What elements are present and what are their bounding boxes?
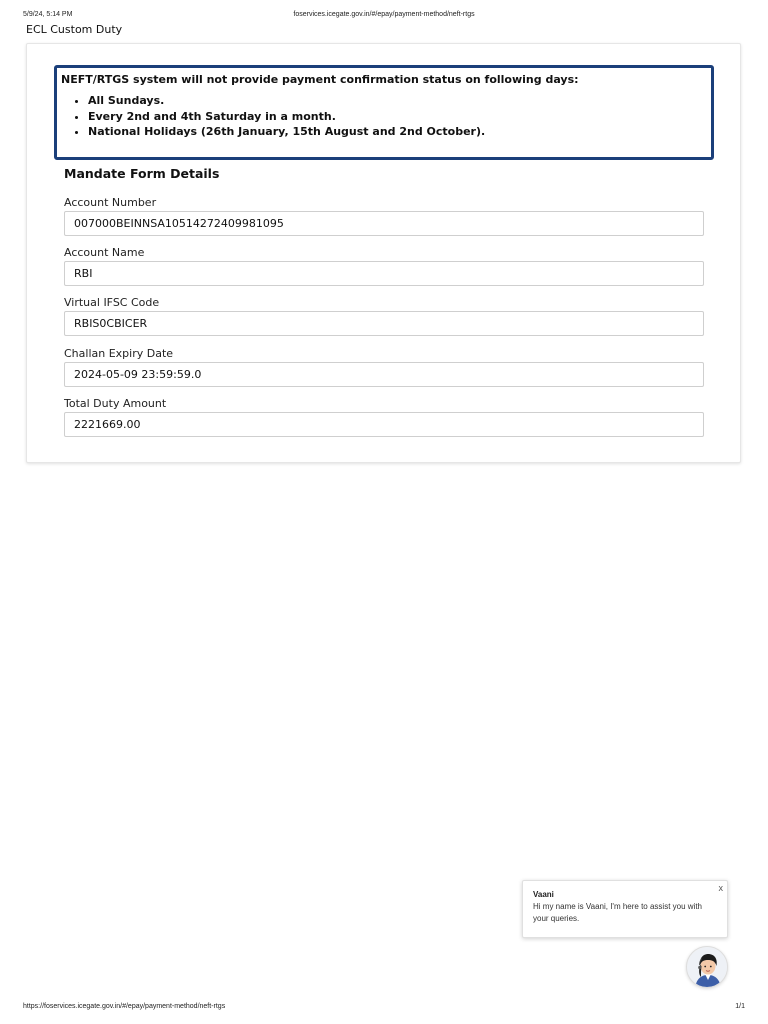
account-number-field-group	[64, 196, 704, 236]
notice-item: • Every 2nd and 4th Saturday in a month.	[88, 109, 706, 125]
page-title: ECL Custom Duty	[26, 23, 123, 36]
print-footer	[23, 1003, 745, 1013]
notice-list	[61, 93, 706, 140]
account-name-label: Account Name	[64, 246, 145, 259]
footer-url: https://foservices.icegate.gov.in/#/epay/payment-method/neft-rtgs	[23, 1003, 226, 1010]
challan-expiry-field[interactable]: 2024-05-09 23:59:59.0	[64, 362, 704, 387]
assistant-avatar-graphic	[687, 947, 728, 988]
total-duty-label: Total Duty Amount	[64, 397, 167, 410]
print-url: foservices.icegate.gov.in/#/epay/payment-method/neft-rtgs	[293, 11, 475, 18]
ifsc-code-field[interactable]: RBIS0CBICER	[64, 311, 704, 336]
challan-expiry-label: Challan Expiry Date	[64, 347, 174, 360]
print-datetime: 5/9/24, 5:14 PM	[23, 11, 73, 18]
account-name-field[interactable]: RBI	[64, 261, 704, 286]
chatbot-name: Vaani	[533, 890, 554, 899]
assistant-avatar-icon[interactable]	[686, 946, 728, 988]
account-number-label: Account Number	[64, 196, 157, 209]
ifsc-code-label: Virtual IFSC Code	[64, 296, 160, 309]
payment-card	[26, 43, 741, 463]
total-duty-field-group	[64, 397, 704, 437]
notice-title: NEFT/RTGS system will not provide payment confirmation status on following days:	[61, 73, 579, 86]
neft-notice-box	[54, 65, 714, 160]
notice-item: • All Sundays.	[88, 93, 706, 109]
challan-expiry-field-group	[64, 347, 704, 387]
mandate-form-title: Mandate Form Details	[64, 166, 220, 181]
account-name-field-group	[64, 246, 704, 286]
chatbot-bubble	[522, 880, 728, 938]
page-number: 1/1	[735, 1003, 745, 1010]
total-duty-field[interactable]: 2221669.00	[64, 412, 704, 437]
notice-item: • National Holidays (26th January, 15th August and 2nd October).	[88, 124, 706, 140]
ifsc-code-field-group	[64, 296, 704, 336]
print-header	[23, 11, 745, 21]
chat-close-button[interactable]: x	[718, 883, 723, 893]
chatbot-message: Hi my name is Vaani, I'm here to assist you with your queries.	[533, 902, 702, 923]
account-number-field[interactable]: 007000BEINNSA10514272409981095	[64, 211, 704, 236]
